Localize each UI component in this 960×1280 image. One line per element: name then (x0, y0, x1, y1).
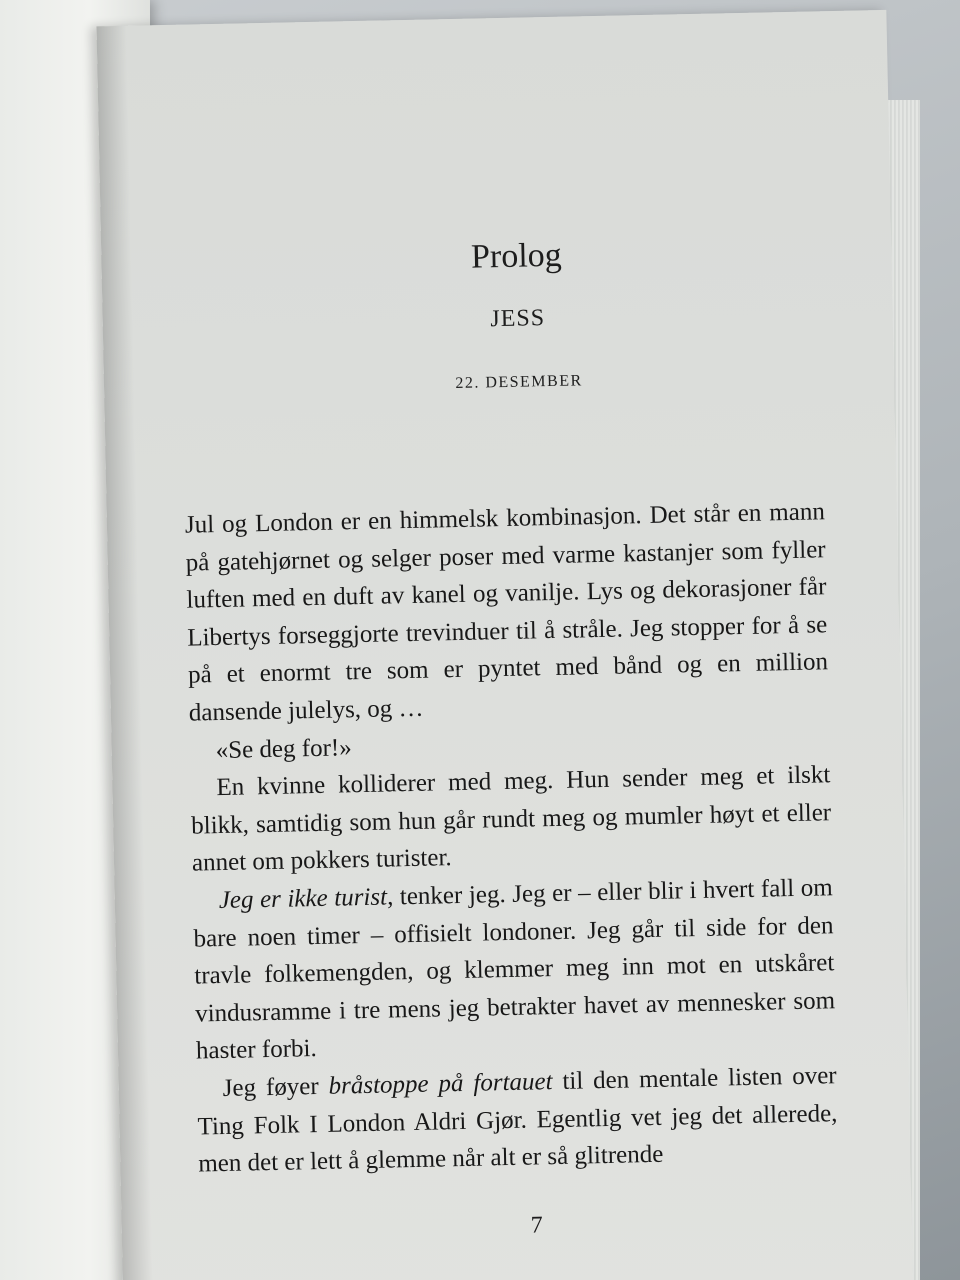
italic-text-run: Jeg er ikke turist (218, 883, 388, 914)
book-page (96, 10, 913, 1280)
text-run: til den mentale listen over Ting Folk I London Aldri Gjør. Egentlig vet jeg det allerede, men det er lett å glemme når alt er så glitrende (197, 1062, 838, 1178)
text-run: Jeg føyer (222, 1072, 329, 1102)
text-run: , tenker jeg. Jeg er – eller blir i hvert fall om bare noen timer – offisielt londoner. Jeg går til side for den travle folkemengden, og klemmer meg inn mot en utskåret vindusramme i tre mens jeg betrakter havet av mennesker som haster forbi. (193, 874, 836, 1065)
text-run: «Se deg for!» (215, 733, 352, 764)
character-heading: JESS (490, 305, 546, 333)
paragraph (190, 756, 832, 882)
italic-text-run: bråstoppe på fortauet (328, 1068, 553, 1100)
paragraph (192, 869, 836, 1070)
date-heading: 22. DESEMBER (455, 372, 583, 392)
text-run: En kvinne kolliderer med meg. Hun sender meg et ilskt blikk, samtidig som hun går rundt meg og mumler høyt et eller annet om pokkers turister. (190, 761, 832, 877)
body-text (185, 493, 839, 1183)
paragraph (185, 493, 830, 732)
chapter-title: Prolog (470, 236, 563, 276)
text-run: Jul og London er en himmelsk kombinasjon. Det står en mann på gatehjørnet og selger poser med varme kastanjer som fyller luften med en duft av kanel og vanilje. Lys og dekorasjoner får Libertys forseggjorte trevinduer til å stråle. Jeg stopper for å se på et enormt tre som er pyntet med bånd og en million dansende julelys, og … (184, 498, 829, 727)
page-number: 7 (530, 1212, 543, 1239)
paragraph (196, 1057, 838, 1183)
